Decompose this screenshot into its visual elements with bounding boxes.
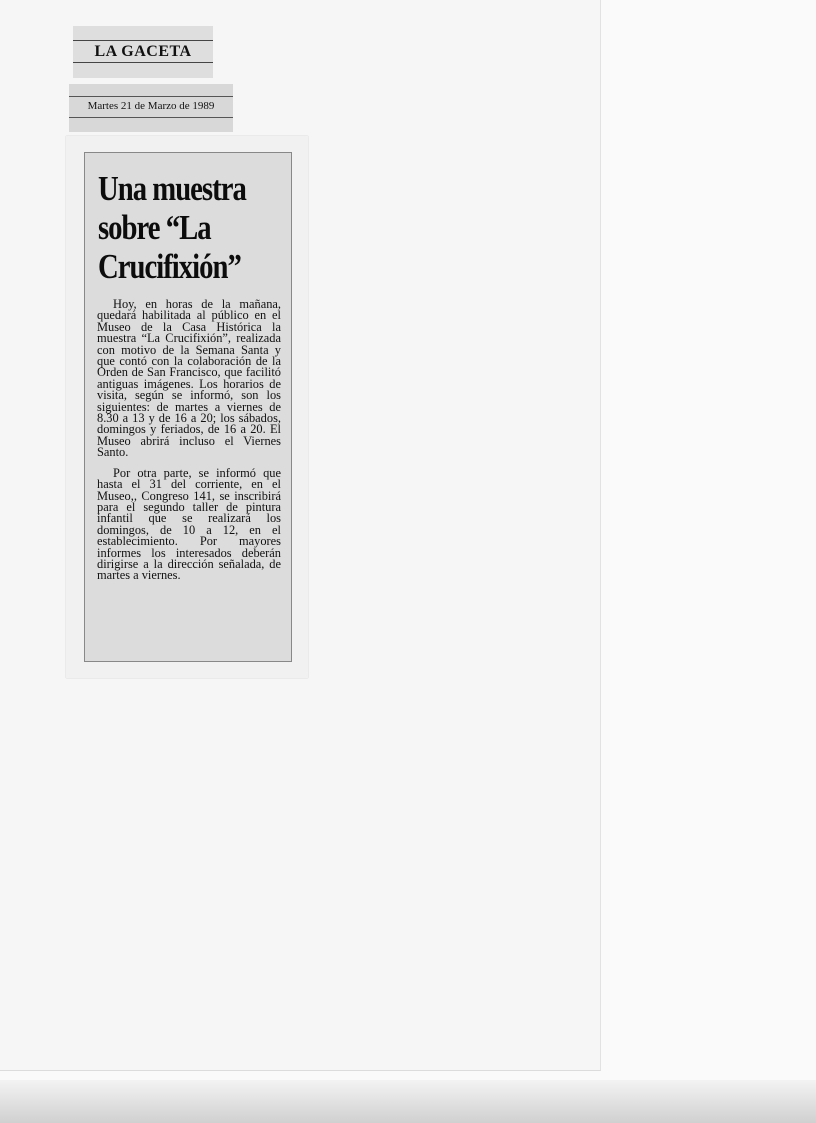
newspaper-masthead xyxy=(73,26,213,78)
masthead-rule-bottom xyxy=(73,62,213,63)
article-headline xyxy=(98,169,287,286)
article-paragraph-2: Por otra parte, se informó que hasta el 31 del corriente, en el Museo,, Congreso 141, se inscribirá para el segundo taller de pintura infantil que se realizará los domingos, de 10 a 12, en el establecimiento. Por mayores informes los interesados deberán dirigirse a la dirección señalada, de martes a viernes. xyxy=(97,465,281,583)
dateline-rule-top xyxy=(69,96,233,97)
dateline-rule-bottom xyxy=(69,117,233,118)
headline-line-1: Una muestra xyxy=(98,169,246,208)
headline-line-2: sobre “La xyxy=(98,208,211,247)
publication-date: Martes 21 de Marzo de 1989 xyxy=(87,100,215,112)
scanner-edge xyxy=(0,1080,816,1123)
headline-line-3: Crucifixión” xyxy=(98,247,241,286)
article-paragraph-1: Hoy, en horas de la mañana, quedará habilitada al público en el Museo de la Casa Histórica la muestra “La Crucifixión”, realizada con motivo de la Semana Santa y que contó con la colaboración de la Orden de San Francisco, que facilitó antiguas imágenes. Los horarios de visita, según se informó, son los siguientes: de martes a viernes de 8.30 a 13 y de 16 a 20; los sábados, domingos y feriados, de 16 a 20. El Museo abrirá incluso el Viernes Santo. xyxy=(97,297,281,460)
newspaper-clipping xyxy=(84,152,292,662)
masthead-rule-top xyxy=(73,40,213,41)
article-body xyxy=(97,299,281,591)
dateline xyxy=(69,84,233,132)
newspaper-name: LA GACETA xyxy=(94,43,192,60)
